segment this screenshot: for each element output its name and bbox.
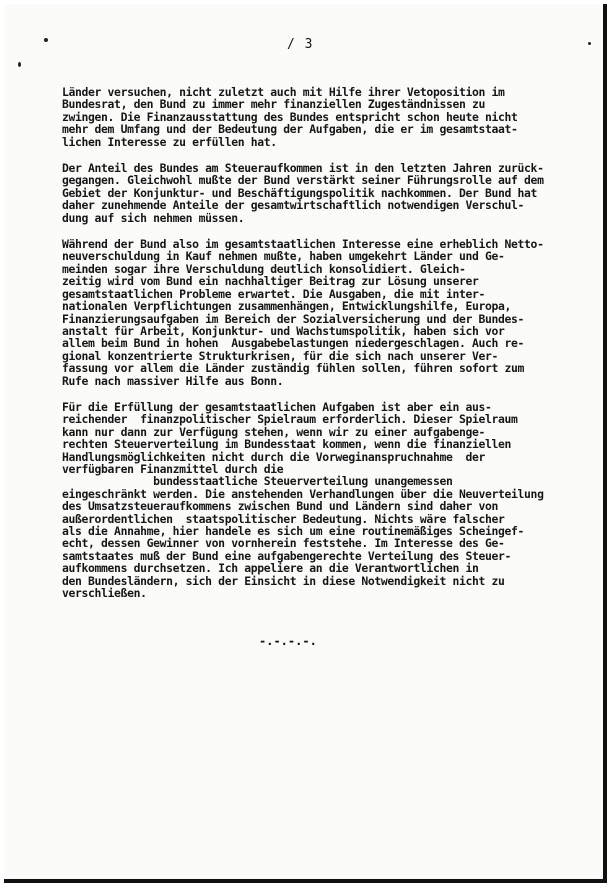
text-line: gional konzentrierte Strukturkrisen, für die sich nach unserer Ver- [62, 348, 499, 363]
text-line: Der Anteil des Bundes am Steueraufkommen ist in den letzten Jahren zurück- [62, 161, 544, 176]
document-page [4, 4, 607, 883]
text-line: gegangen. Gleichwohl mußte der Bund verstärkt seiner Führungsrolle auf dem [62, 173, 544, 188]
text-line: aufkommens durchsetzen. Ich appeliere an die Verantwortlichen in [62, 561, 479, 576]
text-line: gesamtstaatlichen Probleme erwartet. Die Ausgaben, die mit inter- [62, 286, 486, 301]
page-number: / 3 [287, 37, 314, 52]
text-line: nationalen Verpflichtungen zusammenhängen, Entwicklungshilfe, Europa, [62, 299, 512, 314]
body-text [62, 86, 577, 613]
text-line: den Bundesländern, sich der Einsicht in diese Notwendigkeit nicht zu [62, 573, 505, 588]
paragraph [62, 86, 577, 148]
text-line: Rufe nach massiver Hilfe aus Bonn. [62, 373, 284, 388]
paragraph [62, 238, 577, 387]
text-line: außerordentlichen staatspolitischer Bedeutung. Nichts wäre falscher [62, 511, 505, 526]
text-line: Finanzierungsaufgaben im Bereich der Sozialversicherung und der Bundes- [62, 311, 525, 326]
text-line: des Umsatzsteueraufkommens zwischen Bund und Ländern sind daher von [62, 499, 499, 514]
text-line: zwingen. Die Finanzausstattung des Bundes entspricht schon heute nicht [62, 109, 518, 124]
scan-speck [588, 42, 591, 45]
text-line: reichender finanzpolitischer Spielraum erforderlich. Dieser Spielraum [62, 412, 518, 427]
paragraph [62, 162, 577, 224]
text-line: zeitig wird vom Bund ein nachhaltiger Beitrag zur Lösung unserer [62, 274, 479, 289]
scan-speck [18, 62, 21, 67]
scan-speck [44, 38, 48, 42]
text-line: neuverschuldung in Kauf nehmen mußte, haben umgekehrt Länder und Ge- [62, 249, 505, 264]
text-line: Gebiet der Konjunktur- und Beschäftigungspolitik nachkommen. Der Bund hat [62, 185, 538, 200]
text-line: als die Annahme, hier handele es sich um eine routinemäßiges Scheingef- [62, 524, 525, 538]
text-line: Handlungsmöglichkeiten nicht durch die Vorweginanspruchnahme der [62, 449, 486, 464]
text-line: echt, dessen Gewinner von vornherein feststehe. Im Interesse des Ge- [62, 536, 505, 551]
text-line: kann nur dann zur Verfügung stehen, wenn wir zu einer aufgabenge- [62, 424, 486, 439]
text-line: samtstaates muß der Bund eine aufgabengerechte Verteilung des Steuer- [62, 548, 512, 563]
text-line: eingeschränkt werden. Die anstehenden Verhandlungen über die Neuverteilung [62, 486, 544, 501]
text-line: Länder versuchen, nicht zuletzt auch mit Hilfe ihrer Vetoposition im [62, 85, 505, 99]
text-line: bundesstaatliche Steuerverteilung unangemessen [62, 474, 453, 489]
text-line: mehr dem Umfang und der Bedeutung der Aufgaben, die er im gesamtstaat- [62, 122, 518, 137]
text-line: Bundesrat, den Bund zu immer mehr finanziellen Zugeständnissen zu [62, 97, 486, 112]
text-line: meinden sogar ihre Verschuldung deutlich konsolidiert. Gleich- [62, 261, 466, 276]
text-line: lichen Interesse zu erfüllen hat. [62, 134, 277, 149]
text-line: allem beim Bund in hohen Ausgabebelastungen niedergeschlagen. Auch re- [62, 336, 525, 351]
text-line: verschließen. [62, 586, 147, 601]
text-line: fassung vor allem die Länder zuständig fühlen sollen, führen sofort zum [62, 361, 525, 376]
text-line: rechten Steuerverteilung im Bundesstaat kommen, wenn die finanziellen [62, 437, 512, 452]
text-line: daher zunehmende Anteile der gesamtwirtschaftlich notwendigen Verschul- [62, 198, 525, 213]
paragraph [62, 401, 577, 600]
text-line: dung auf sich nehmen müssen. [62, 210, 245, 225]
text-line: Während der Bund also im gesamtstaatlichen Interesse eine erheblich Netto- [62, 237, 544, 252]
end-mark: -.-.-.-. [259, 634, 317, 648]
text-line: verfügbaren Finanzmittel durch die [62, 461, 284, 476]
text-line: Für die Erfüllung der gesamtstaatlichen Aufgaben ist aber ein aus- [62, 399, 492, 414]
text-line: anstalt für Arbeit, Konjunktur- und Wachstumspolitik, haben sich vor [62, 323, 505, 338]
